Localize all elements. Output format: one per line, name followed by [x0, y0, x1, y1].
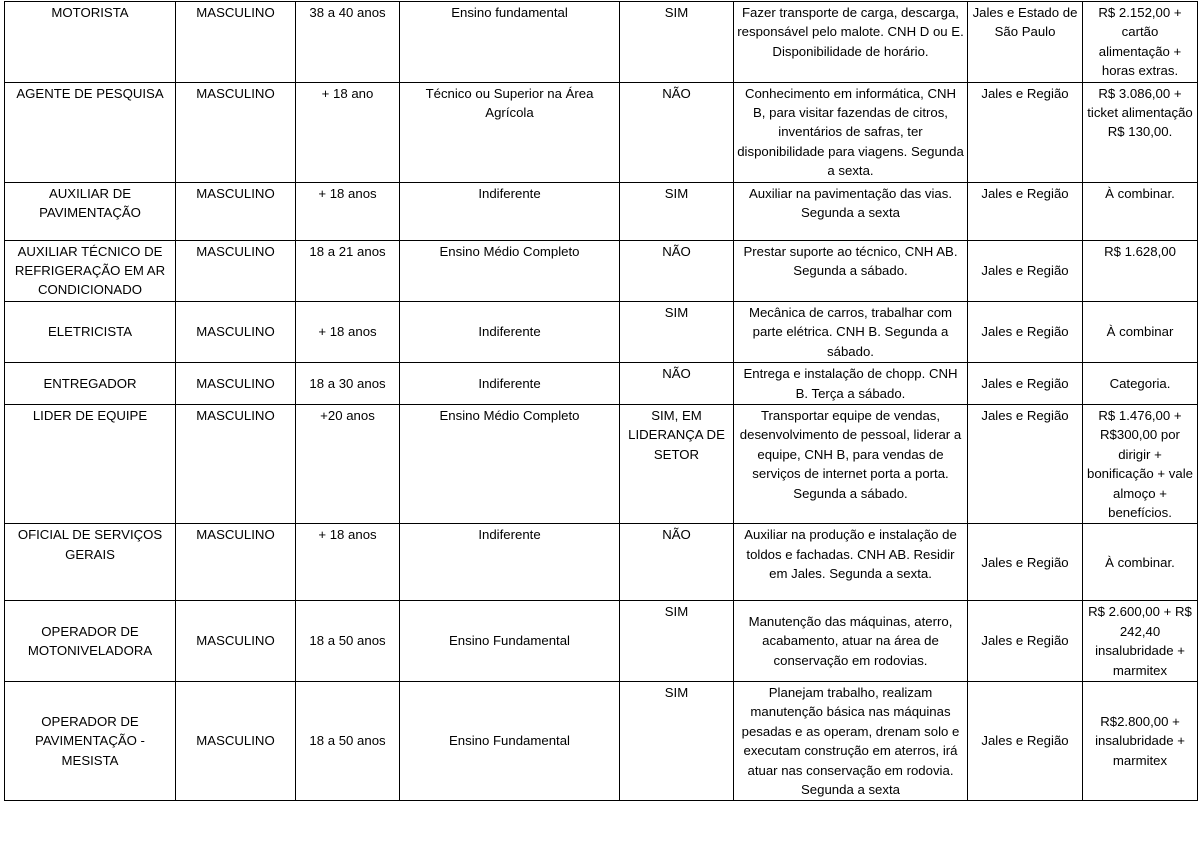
age-cell: 18 a 50 anos — [296, 681, 400, 800]
gender-cell: MASCULINO — [176, 301, 296, 362]
gender-cell: MASCULINO — [176, 182, 296, 240]
education-cell: Indiferente — [400, 524, 620, 601]
location-cell: Jales e Região — [968, 240, 1083, 301]
education-cell: Ensino Fundamental — [400, 601, 620, 682]
gender-cell: MASCULINO — [176, 681, 296, 800]
experience-cell: SIM, EM LIDERANÇA DE SETOR — [620, 404, 734, 523]
experience-cell: NÃO — [620, 82, 734, 182]
education-cell: Ensino fundamental — [400, 2, 620, 83]
gender-cell: MASCULINO — [176, 524, 296, 601]
location-cell: Jales e Estado de São Paulo — [968, 2, 1083, 83]
table-row — [5, 2, 1198, 83]
gender-cell: MASCULINO — [176, 240, 296, 301]
salary-cell: R$ 1.628,00 — [1083, 240, 1198, 301]
gender-cell: MASCULINO — [176, 404, 296, 523]
age-cell: +20 anos — [296, 404, 400, 523]
education-cell: Ensino Médio Completo — [400, 240, 620, 301]
experience-cell: SIM — [620, 301, 734, 362]
salary-cell: R$ 2.600,00 + R$ 242,40 insalubridade + marmitex — [1083, 601, 1198, 682]
age-cell: + 18 anos — [296, 182, 400, 240]
location-cell: Jales e Região — [968, 82, 1083, 182]
age-cell: + 18 anos — [296, 301, 400, 362]
description-cell: Prestar suporte ao técnico, CNH AB. Segunda a sábado. — [734, 240, 968, 301]
job-title-cell: ENTREGADOR — [5, 363, 176, 405]
table-row — [5, 240, 1198, 301]
salary-cell: À combinar. — [1083, 524, 1198, 601]
description-cell: Entrega e instalação de chopp. CNH B. Terça a sábado. — [734, 363, 968, 405]
description-cell: Transportar equipe de vendas, desenvolvimento de pessoal, liderar a equipe, CNH B, para vendas de serviços de internet porta a porta. Segunda a sábado. — [734, 404, 968, 523]
salary-cell: À combinar. — [1083, 182, 1198, 240]
salary-cell: Categoria. — [1083, 363, 1198, 405]
table-row — [5, 524, 1198, 601]
description-cell: Fazer transporte de carga, descarga, responsável pelo malote. CNH D ou E. Disponibilidade de horário. — [734, 2, 968, 83]
description-cell: Auxiliar na pavimentação das vias. Segunda a sexta — [734, 182, 968, 240]
location-cell: Jales e Região — [968, 601, 1083, 682]
education-cell: Ensino Médio Completo — [400, 404, 620, 523]
table-row — [5, 404, 1198, 523]
description-cell: Auxiliar na produção e instalação de toldos e fachadas. CNH AB. Residir em Jales. Segunda a sexta. — [734, 524, 968, 601]
description-cell: Conhecimento em informática, CNH B, para visitar fazendas de citros, inventários de safras, ter disponibilidade para viagens. Segunda a sexta. — [734, 82, 968, 182]
salary-cell: R$ 1.476,00 + R$300,00 por dirigir + bonificação + vale almoço + benefícios. — [1083, 404, 1198, 523]
table-row — [5, 82, 1198, 182]
table-row — [5, 182, 1198, 240]
education-cell: Ensino Fundamental — [400, 681, 620, 800]
experience-cell: NÃO — [620, 524, 734, 601]
experience-cell: NÃO — [620, 363, 734, 405]
table-row — [5, 681, 1198, 800]
location-cell: Jales e Região — [968, 301, 1083, 362]
job-title-cell: LIDER DE EQUIPE — [5, 404, 176, 523]
age-cell: 18 a 21 anos — [296, 240, 400, 301]
location-cell: Jales e Região — [968, 182, 1083, 240]
experience-cell: NÃO — [620, 240, 734, 301]
table-row — [5, 363, 1198, 405]
table-row — [5, 601, 1198, 682]
education-cell: Indiferente — [400, 182, 620, 240]
age-cell: 18 a 50 anos — [296, 601, 400, 682]
age-cell: 18 a 30 anos — [296, 363, 400, 405]
description-cell: Manutenção das máquinas, aterro, acabamento, atuar na área de conservação em rodovias. — [734, 601, 968, 682]
location-cell: Jales e Região — [968, 524, 1083, 601]
salary-cell: À combinar — [1083, 301, 1198, 362]
experience-cell: SIM — [620, 601, 734, 682]
location-cell: Jales e Região — [968, 404, 1083, 523]
education-cell: Indiferente — [400, 301, 620, 362]
job-title-cell: MOTORISTA — [5, 2, 176, 83]
location-cell: Jales e Região — [968, 363, 1083, 405]
job-openings-table — [4, 1, 1198, 801]
description-cell: Planejam trabalho, realizam manutenção básica nas máquinas pesadas e as operam, drenam solo e executam construção em aterros, irá atuar nas conservação em rodovia. Segunda a sexta — [734, 681, 968, 800]
table-row — [5, 301, 1198, 362]
job-title-cell: OFICIAL DE SERVIÇOS GERAIS — [5, 524, 176, 601]
job-title-cell: AGENTE DE PESQUISA — [5, 82, 176, 182]
location-cell: Jales e Região — [968, 681, 1083, 800]
age-cell: + 18 ano — [296, 82, 400, 182]
job-title-cell: AUXILIAR DE PAVIMENTAÇÃO — [5, 182, 176, 240]
gender-cell: MASCULINO — [176, 82, 296, 182]
salary-cell: R$ 3.086,00 + ticket alimentação R$ 130,00. — [1083, 82, 1198, 182]
gender-cell: MASCULINO — [176, 363, 296, 405]
job-title-cell: OPERADOR DE PAVIMENTAÇÃO - MESISTA — [5, 681, 176, 800]
salary-cell: R$ 2.152,00 + cartão alimentação + horas extras. — [1083, 2, 1198, 83]
experience-cell: SIM — [620, 2, 734, 83]
age-cell: + 18 anos — [296, 524, 400, 601]
job-title-cell: OPERADOR DE MOTONIVELADORA — [5, 601, 176, 682]
job-title-cell: AUXILIAR TÉCNICO DE REFRIGERAÇÃO EM AR CONDICIONADO — [5, 240, 176, 301]
description-cell: Mecânica de carros, trabalhar com parte elétrica. CNH B. Segunda a sábado. — [734, 301, 968, 362]
job-title-cell: ELETRICISTA — [5, 301, 176, 362]
salary-cell: R$2.800,00 + insalubridade + marmitex — [1083, 681, 1198, 800]
experience-cell: SIM — [620, 681, 734, 800]
age-cell: 38 a 40 anos — [296, 2, 400, 83]
gender-cell: MASCULINO — [176, 2, 296, 83]
gender-cell: MASCULINO — [176, 601, 296, 682]
experience-cell: SIM — [620, 182, 734, 240]
education-cell: Técnico ou Superior na Área Agrícola — [400, 82, 620, 182]
education-cell: Indiferente — [400, 363, 620, 405]
